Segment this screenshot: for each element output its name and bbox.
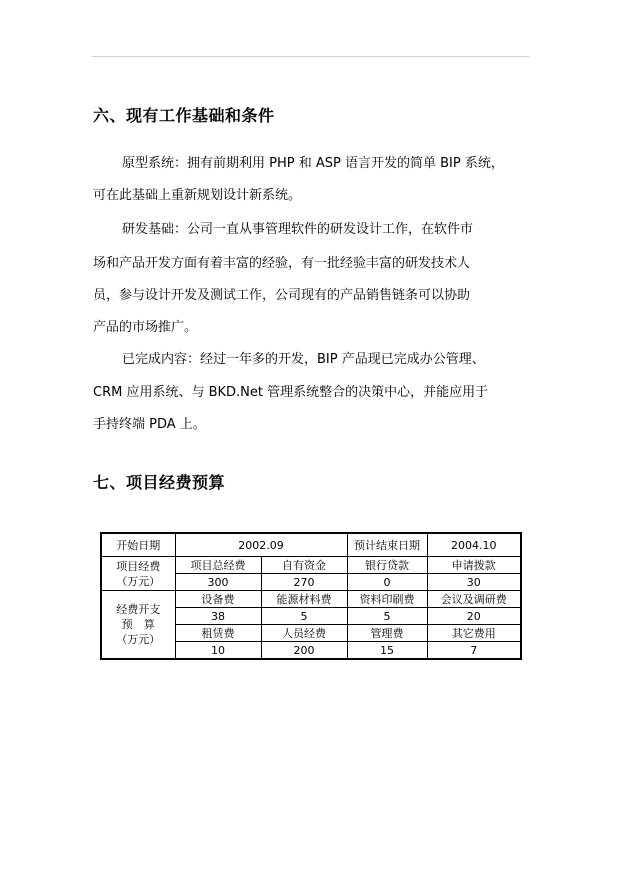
funds-header: 自有资金 bbox=[261, 557, 347, 574]
para2-line2: 场和产品开发方面有着丰富的经验，有一批经验丰富的研发技术人 bbox=[93, 256, 471, 271]
funds-label-line2: （万元） bbox=[116, 574, 161, 588]
funds-value: 30 bbox=[427, 574, 521, 591]
budget-value: 5 bbox=[261, 608, 347, 625]
para1-line2: 可在此基础上重新规划设计新系统。 bbox=[93, 188, 302, 203]
para1-line1: 原型系统：拥有前期利用 PHP 和 ASP 语言开发的简单 BIP 系统， bbox=[122, 156, 504, 171]
budget-header: 其它费用 bbox=[427, 625, 521, 642]
funds-header: 银行贷款 bbox=[347, 557, 427, 574]
para3-line3: 手持终端 PDA 上。 bbox=[93, 417, 206, 432]
budget-header: 资料印刷费 bbox=[347, 591, 427, 608]
budget-header: 设备费 bbox=[175, 591, 261, 608]
budget-value: 7 bbox=[427, 642, 521, 660]
para3-line2: CRM 应用系统、与 BKD.Net 管理系统整合的决策中心，并能应用于 bbox=[93, 385, 489, 400]
section-6-heading: 六、现有工作基础和条件 bbox=[93, 106, 275, 125]
budget-table bbox=[100, 532, 522, 660]
end-date-value: 2004.10 bbox=[427, 533, 521, 557]
table-row bbox=[101, 533, 521, 557]
budget-header: 租赁费 bbox=[175, 625, 261, 642]
para2-line3: 员，参与设计开发及测试工作，公司现有的产品销售链条可以协助 bbox=[93, 288, 471, 303]
funds-label-cell bbox=[101, 557, 175, 591]
funds-label-line1: 项目经费 bbox=[116, 559, 161, 573]
section-7-heading: 七、项目经费预算 bbox=[93, 473, 226, 492]
end-date-label: 预计结束日期 bbox=[347, 533, 427, 557]
funds-value: 0 bbox=[347, 574, 427, 591]
budget-label-line3: （万元） bbox=[116, 633, 161, 646]
budget-value: 38 bbox=[175, 608, 261, 625]
budget-label-line1: 经费开支 bbox=[116, 603, 161, 616]
funds-header: 项目总经费 bbox=[175, 557, 261, 574]
para2-line4: 产品的市场推广。 bbox=[93, 320, 198, 335]
budget-value: 15 bbox=[347, 642, 427, 660]
para3-line1: 已完成内容：经过一年多的开发，BIP 产品现已完成办公管理、 bbox=[122, 352, 485, 367]
budget-label-line2: 预 算 bbox=[121, 618, 155, 631]
funds-header: 申请拨款 bbox=[427, 557, 521, 574]
table-row bbox=[101, 591, 521, 608]
budget-header: 能源材料费 bbox=[261, 591, 347, 608]
budget-value: 200 bbox=[261, 642, 347, 660]
page-header-rule bbox=[92, 56, 529, 57]
budget-header: 人员经费 bbox=[261, 625, 347, 642]
budget-value: 20 bbox=[427, 608, 521, 625]
funds-value: 300 bbox=[175, 574, 261, 591]
start-date-label: 开始日期 bbox=[101, 533, 175, 557]
table-row bbox=[101, 557, 521, 574]
budget-value: 5 bbox=[347, 608, 427, 625]
budget-value: 10 bbox=[175, 642, 261, 660]
start-date-value: 2002.09 bbox=[175, 533, 347, 557]
budget-header: 管理费 bbox=[347, 625, 427, 642]
budget-header: 会议及调研费 bbox=[427, 591, 521, 608]
para2-line1: 研发基础：公司一直从事管理软件的研发设计工作，在软件市 bbox=[122, 222, 474, 237]
budget-label-cell bbox=[101, 591, 175, 660]
funds-value: 270 bbox=[261, 574, 347, 591]
